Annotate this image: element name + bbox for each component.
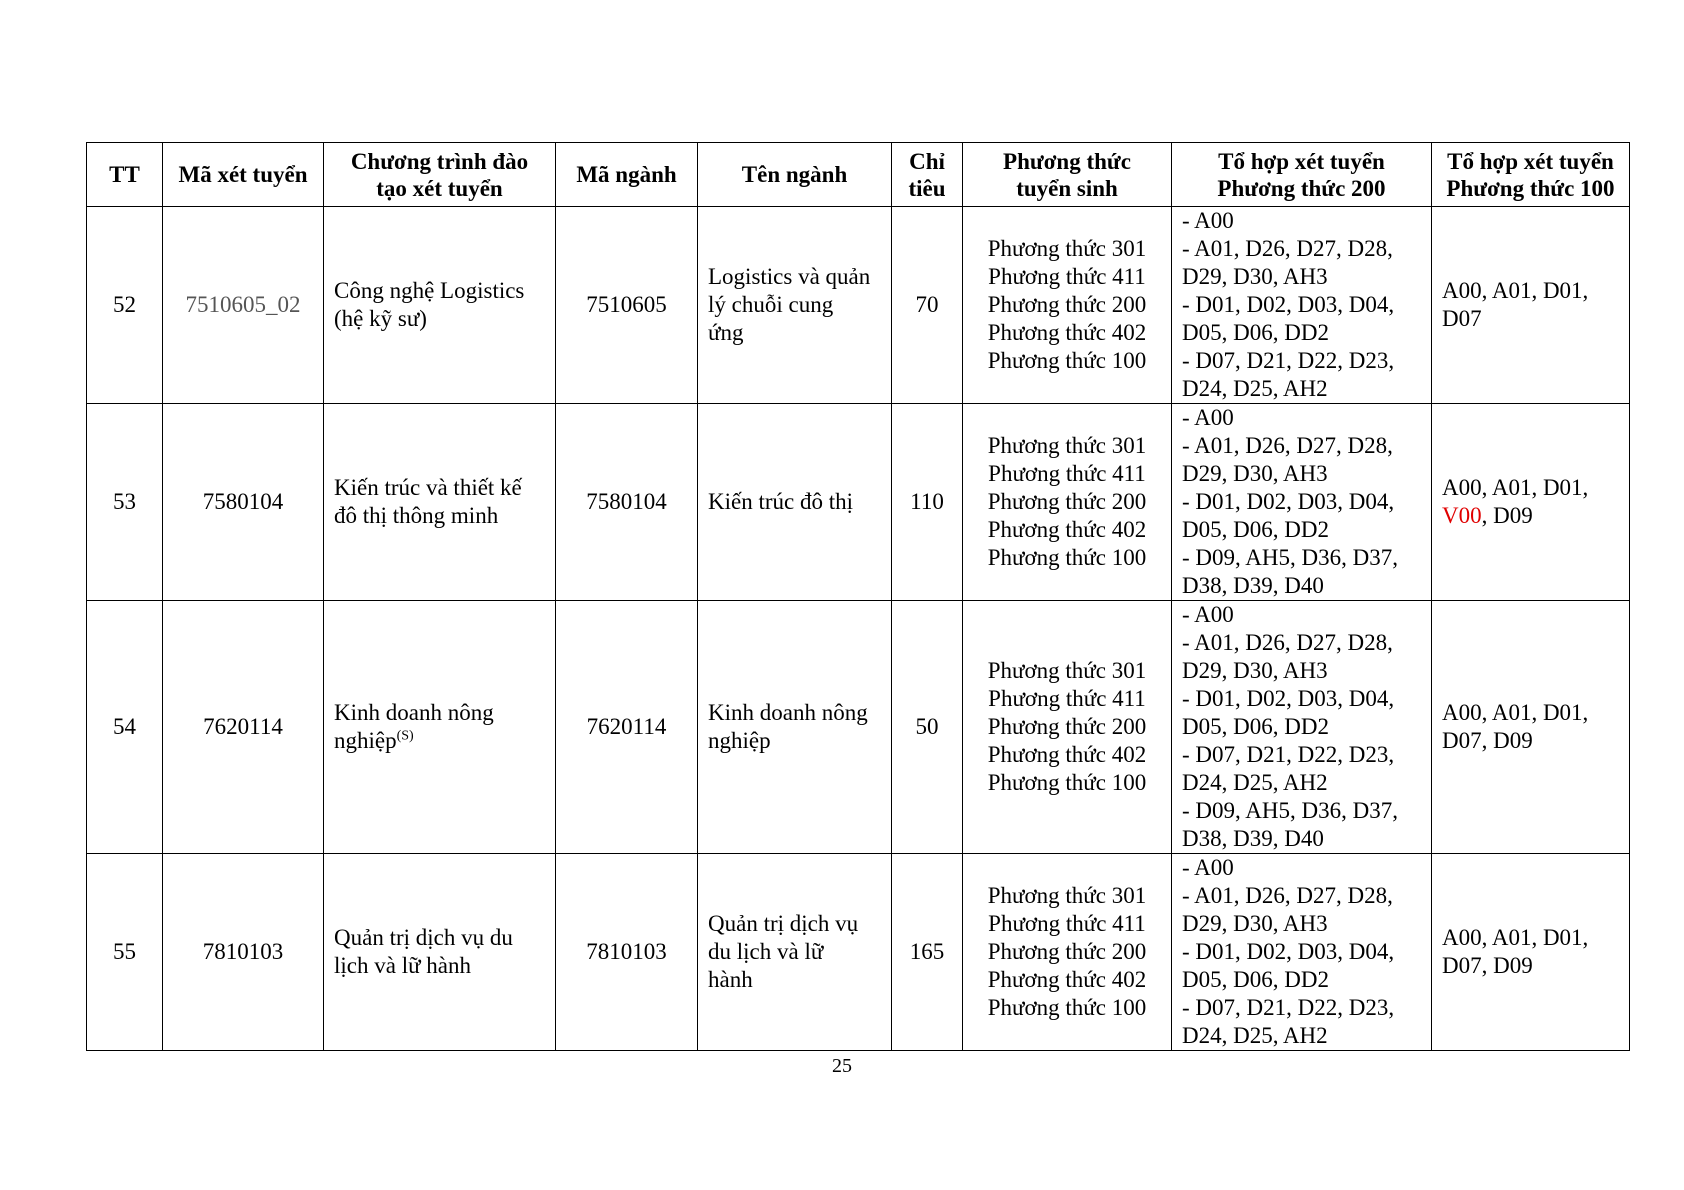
cell-ten-nganh: Logistics và quản lý chuỗi cung ứng	[698, 207, 892, 404]
cell-ma-nganh: 7580104	[556, 404, 698, 601]
cell-ma-xet-tuyen: 7810103	[163, 854, 324, 1051]
table-row	[87, 404, 1630, 601]
header-ma-xet-tuyen: Mã xét tuyển	[163, 143, 324, 207]
header-to-hop-200: Tổ hợp xét tuyển Phương thức 200	[1172, 143, 1432, 207]
cell-tt: 52	[87, 207, 163, 404]
cell-to-hop-100: A00, A01, D01, V00, D09	[1432, 404, 1630, 601]
header-chi-tieu: Chỉ tiêu	[892, 143, 963, 207]
cell-ten-nganh: Kinh doanh nông nghiệp	[698, 601, 892, 854]
page-number: 25	[832, 1055, 852, 1077]
cell-ten-nganh: Quản trị dịch vụ du lịch và lữ hành	[698, 854, 892, 1051]
cell-ma-nganh: 7810103	[556, 854, 698, 1051]
header-ma-nganh: Mã ngành	[556, 143, 698, 207]
cell-to-hop-200: - A00 - A01, D26, D27, D28, D29, D30, AH3 - D01, D02, D03, D04, D05, D06, DD2 - D07, D21, D22, D23, D24, D25, AH2	[1172, 854, 1432, 1051]
cell-to-hop-200: - A00 - A01, D26, D27, D28, D29, D30, AH3 - D01, D02, D03, D04, D05, D06, DD2 - D09, AH5, D36, D37, D38, D39, D40	[1172, 404, 1432, 601]
cell-phuong-thuc: Phương thức 301 Phương thức 411 Phương thức 200 Phương thức 402 Phương thức 100	[963, 404, 1172, 601]
cell-chi-tieu: 165	[892, 854, 963, 1051]
cell-tt: 55	[87, 854, 163, 1051]
cell-tt: 53	[87, 404, 163, 601]
cell-phuong-thuc: Phương thức 301 Phương thức 411 Phương thức 200 Phương thức 402 Phương thức 100	[963, 601, 1172, 854]
cell-to-hop-100: A00, A01, D01, D07	[1432, 207, 1630, 404]
cell-tt: 54	[87, 601, 163, 854]
cell-ma-nganh: 7510605	[556, 207, 698, 404]
admissions-table	[86, 142, 1630, 1051]
cell-chi-tieu: 110	[892, 404, 963, 601]
superscript-s: (S)	[396, 728, 414, 744]
header-ten-nganh: Tên ngành	[698, 143, 892, 207]
cell-phuong-thuc: Phương thức 301 Phương thức 411 Phương thức 200 Phương thức 402 Phương thức 100	[963, 207, 1172, 404]
cell-chuong-trinh: Quản trị dịch vụ du lịch và lữ hành	[324, 854, 556, 1051]
cell-chuong-trinh: Công nghệ Logistics (hệ kỹ sư)	[324, 207, 556, 404]
highlight-v00: V00	[1442, 503, 1482, 528]
header-row	[87, 143, 1630, 207]
cell-ma-xet-tuyen: 7620114	[163, 601, 324, 854]
cell-to-hop-200: - A00 - A01, D26, D27, D28, D29, D30, AH3 - D01, D02, D03, D04, D05, D06, DD2 - D07, D21, D22, D23, D24, D25, AH2 - D09, AH5, D36, D37, D38, D39, D40	[1172, 601, 1432, 854]
header-phuong-thuc: Phương thức tuyển sinh	[963, 143, 1172, 207]
cell-ma-nganh: 7620114	[556, 601, 698, 854]
cell-chi-tieu: 50	[892, 601, 963, 854]
table-row	[87, 601, 1630, 854]
table-row	[87, 854, 1630, 1051]
cell-chuong-trinh: Kinh doanh nông nghiệp$^{(S)}$	[324, 601, 556, 854]
table-row	[87, 207, 1630, 404]
cell-to-hop-100: A00, A01, D01, D07, D09	[1432, 854, 1630, 1051]
cell-chi-tieu: 70	[892, 207, 963, 404]
cell-ma-xet-tuyen: 7510605_02	[163, 207, 324, 404]
header-tt: TT	[87, 143, 163, 207]
cell-to-hop-100: A00, A01, D01, D07, D09	[1432, 601, 1630, 854]
cell-ma-xet-tuyen: 7580104	[163, 404, 324, 601]
cell-ten-nganh: Kiến trúc đô thị	[698, 404, 892, 601]
cell-chuong-trinh: Kiến trúc và thiết kế đô thị thông minh	[324, 404, 556, 601]
header-chuong-trinh: Chương trình đào tạo xét tuyển	[324, 143, 556, 207]
header-to-hop-100: Tổ hợp xét tuyển Phương thức 100	[1432, 143, 1630, 207]
cell-phuong-thuc: Phương thức 301 Phương thức 411 Phương thức 200 Phương thức 402 Phương thức 100	[963, 854, 1172, 1051]
cell-to-hop-200: - A00 - A01, D26, D27, D28, D29, D30, AH3 - D01, D02, D03, D04, D05, D06, DD2 - D07, D21, D22, D23, D24, D25, AH2	[1172, 207, 1432, 404]
